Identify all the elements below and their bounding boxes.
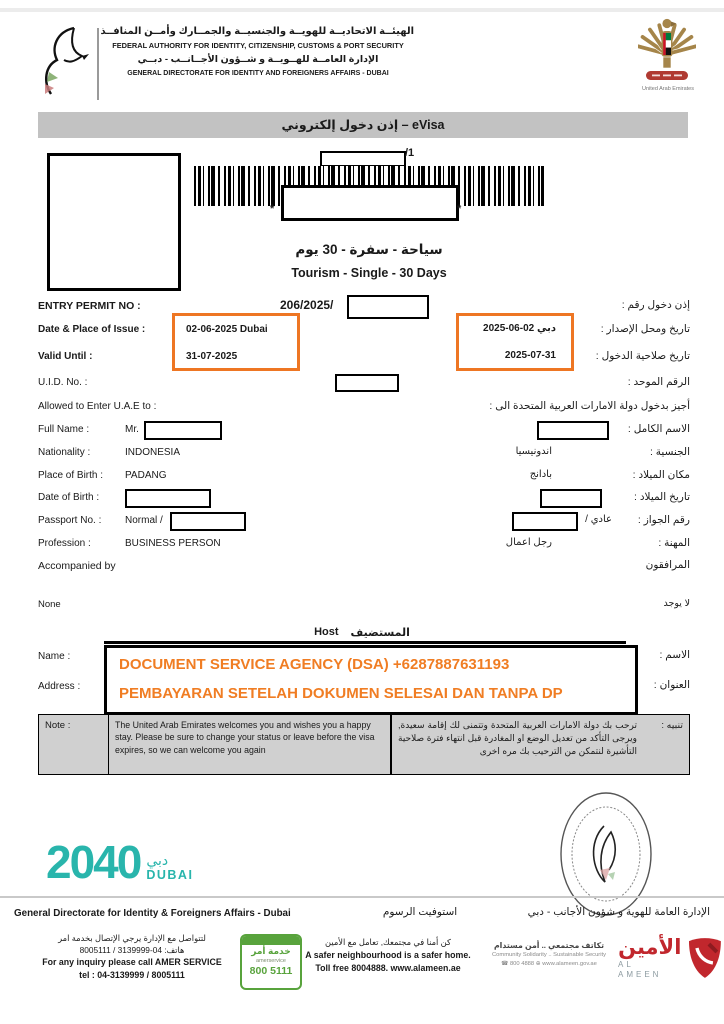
authority-name-english: FEDERAL AUTHORITY FOR IDENTITY, CITIZENSHIP, CUSTOMS & PORT SECURITY [112, 41, 404, 50]
host-name-label: Name : [38, 651, 71, 662]
directorate-name-arabic: الإدارة العامــة للهــويــة و شــؤون الأجــانــب - دبــي [137, 54, 379, 65]
passport-type-value: Normal / [125, 515, 163, 526]
profession-value: BUSINESS PERSON [125, 538, 221, 549]
profession-label: Profession : [38, 538, 91, 549]
allowed-label-ar: أجيز بدخول دولة الامارات العربية المتحدة الى : [489, 400, 690, 412]
amer-badge-icon [240, 934, 302, 990]
alameen-message-block [302, 936, 474, 975]
full-name-prefix: Mr. [125, 424, 139, 435]
header-divider [97, 28, 99, 100]
host-name-label-ar: الاسم : [659, 649, 690, 661]
issue-label: Date & Place of Issue : [38, 324, 146, 335]
valid-until-value-ar: 2025-07-31 [504, 350, 556, 361]
entry-permit-redaction [347, 295, 429, 319]
full-name-label: Full Name : [38, 424, 90, 435]
issue-dates-highlight-right [456, 313, 574, 371]
accompanied-none-ar: لا يوجد [663, 598, 690, 609]
passport-redaction-ar [512, 512, 578, 531]
issue-label-ar: تاريخ ومحل الإصدار : [600, 323, 690, 335]
passport-redaction [170, 512, 246, 531]
directorate-name-english: GENERAL DIRECTORATE FOR IDENTITY AND FOREIGNERS AFFAIRS - DUBAI [127, 70, 389, 77]
barcode-star-right: * [457, 203, 462, 215]
host-address-label-ar: العنوان : [653, 679, 690, 691]
dubai-2040-arabic: دبي [146, 852, 169, 868]
host-address-label: Address : [38, 681, 81, 692]
alameen-logo [618, 936, 724, 980]
full-name-redaction [144, 421, 222, 440]
alameen-logo-english: AL AMEEN [618, 960, 662, 979]
uae-emblem-icon [638, 14, 696, 84]
uae-emblem-caption: United Arab Emirates [642, 86, 694, 92]
alameen-line2-en: A safer neighbourhood is a safer home. [305, 950, 471, 960]
alameen-line1-ar: كن أمنا في مجتمعك, تعامل مع الأمين [325, 937, 451, 947]
passport-label: Passport No. : [38, 515, 102, 526]
amer-line2-ar: هاتف: 04-3139999 / 8005111 [79, 945, 185, 955]
amer-badge-english: amerservice [256, 958, 286, 964]
issue-value: 02-06-2025 Dubai [186, 324, 268, 335]
valid-until-label: Valid Until : [38, 351, 93, 362]
amer-line1-ar: لتتواصل مع الإدارة يرجي الإتصال بخدمة امر [58, 933, 206, 943]
issue-dates-highlight-left [172, 313, 300, 371]
uid-label: U.I.D. No. : [38, 377, 88, 388]
evisa-title-banner [38, 112, 688, 138]
entry-permit-label-ar: إذن دخول رقم : [621, 299, 690, 311]
nationality-value-ar: اندونيسيا [515, 446, 552, 457]
barcode-text-redaction [281, 185, 462, 221]
nationality-value: INDONESIA [125, 447, 181, 458]
alameen-line3-en: Toll free 8004888. www.alameen.ae [315, 963, 461, 973]
dubai-2040-english: DUBAI [146, 868, 194, 882]
entry-permit-label: ENTRY PERMIT NO : [38, 300, 141, 312]
host-section-title [0, 626, 724, 639]
host-title-underline [104, 641, 626, 644]
issue-value-ar: 2025-06-02 دبي [483, 323, 556, 334]
dubai-2040-logo [46, 838, 193, 886]
alameen-shield-icon [685, 936, 724, 980]
footer-directorate-en: General Directorate for Identity & Foreigners Affairs - Dubai [14, 908, 291, 919]
scan-artifact-strip [0, 8, 724, 12]
official-stamp-icon [558, 790, 654, 918]
birth-place-label: Place of Birth : [38, 470, 104, 481]
uid-redaction [335, 374, 399, 392]
full-name-label-ar: الاسم الكامل : [627, 423, 690, 435]
profession-value-ar: رجل اعمال [505, 537, 552, 548]
accompanied-label: Accompanied by [38, 560, 116, 572]
barcode-star-left: * [270, 203, 275, 215]
amer-badge-number: 800 5111 [249, 965, 293, 977]
note-label-cell: Note : [39, 715, 109, 774]
note-label-cell-ar: تنبيه : [661, 720, 683, 731]
visa-type-arabic: سياحة - سفرة - 30 يوم [295, 242, 443, 257]
full-name-redaction-ar [537, 421, 609, 440]
alameen-logo-arabic: الأمين [618, 936, 682, 959]
note-text-english: The United Arab Emirates welcomes you and wishes you a happy stay. Please be sure to change your status or leave before the visa expires, so we can welcome you again [109, 715, 391, 774]
visa-type-english: Tourism - Single - 30 Days [291, 266, 447, 280]
solidarity-contact: ☎ 800 4888 ⊕ www.alameen.gov.ae [501, 961, 597, 967]
solidarity-ar: تكاتف مجتمعي .. أمن مستدام [493, 941, 605, 950]
photo-placeholder [47, 153, 181, 291]
birth-date-redaction-ar [540, 489, 602, 508]
host-title-ar: المستضيف [350, 627, 410, 639]
host-info-line2: PEMBAYARAN SETELAH DOKUMEN SELESAI DAN TANPA DP [119, 685, 563, 702]
solidarity-block [478, 940, 620, 969]
birth-date-label-ar: تاريخ الميلاد : [634, 491, 690, 503]
passport-label-ar: رقم الجواز : [637, 514, 690, 526]
allowed-label: Allowed to Enter U.A.E to : [38, 401, 157, 412]
gdrfa-falcon-logo-icon [34, 22, 94, 102]
passport-type-value-ar: عادي / [585, 514, 612, 525]
birth-place-value-ar: بادانج [529, 469, 552, 480]
footer-fees-ar: استوفيت الرسوم [382, 906, 458, 918]
nationality-label-ar: الجنسية : [649, 446, 690, 458]
amer-line4-en: tel : 04-3139999 / 8005111 [79, 970, 185, 980]
authority-name-arabic: الهيئــة الاتحاديــة للهويــة والجنسيــة والجمــارك وأمــن المنافــذ [100, 26, 414, 37]
amer-contact-block [28, 932, 236, 982]
evisa-title: إذن دخول إلكتروني – eVisa [281, 118, 445, 132]
amer-badge-topbar [242, 936, 300, 945]
copy-number-redaction [320, 151, 406, 167]
profession-label-ar: المهنة : [658, 537, 690, 549]
nationality-label: Nationality : [38, 447, 91, 458]
footer-directorate-ar: الإدارة العامة للهوية و شؤون الأجانب - دبي [527, 906, 710, 918]
accompanied-none: None [38, 599, 61, 610]
footer-divider [0, 896, 724, 898]
amer-badge-arabic: خدمة أمر [251, 946, 291, 956]
entry-permit-value: 206/2025/ [280, 298, 334, 312]
host-info-line1: DOCUMENT SERVICE AGENCY (DSA) +6287887631193 [119, 656, 510, 673]
host-title-en: Host [314, 626, 339, 638]
birth-place-value: PADANG [125, 470, 167, 481]
valid-until-label-ar: تاريخ صلاحية الدخول : [595, 350, 690, 362]
solidarity-en: Community Solidarity .. Sustainable Security [491, 952, 607, 958]
accompanied-label-ar: المرافقون [645, 559, 690, 571]
uid-label-ar: الرقم الموحد : [627, 376, 690, 388]
note-text-arabic: ترحب بك دولة الامارات العربية المتحدة وتتمنى لك إقامة سعيدة, ويرجى التأكد من تعديل الوضع او المغادرة قبل انتهاء فترة صلاحية التأشيرة لنتمكن من الترحيب بك مره اخرى [391, 715, 643, 774]
birth-date-redaction [125, 489, 211, 508]
note-table [38, 714, 690, 775]
amer-line3-en: For any inquiry please call AMER SERVICE [42, 957, 222, 967]
birth-date-label: Date of Birth : [38, 492, 100, 503]
dubai-2040-number: 2040 [46, 836, 141, 888]
copy-suffix: /1 [405, 147, 415, 159]
host-info-box [104, 645, 638, 715]
birth-place-label-ar: مكان الميلاد : [632, 469, 690, 481]
valid-until-value: 31-07-2025 [186, 351, 238, 362]
